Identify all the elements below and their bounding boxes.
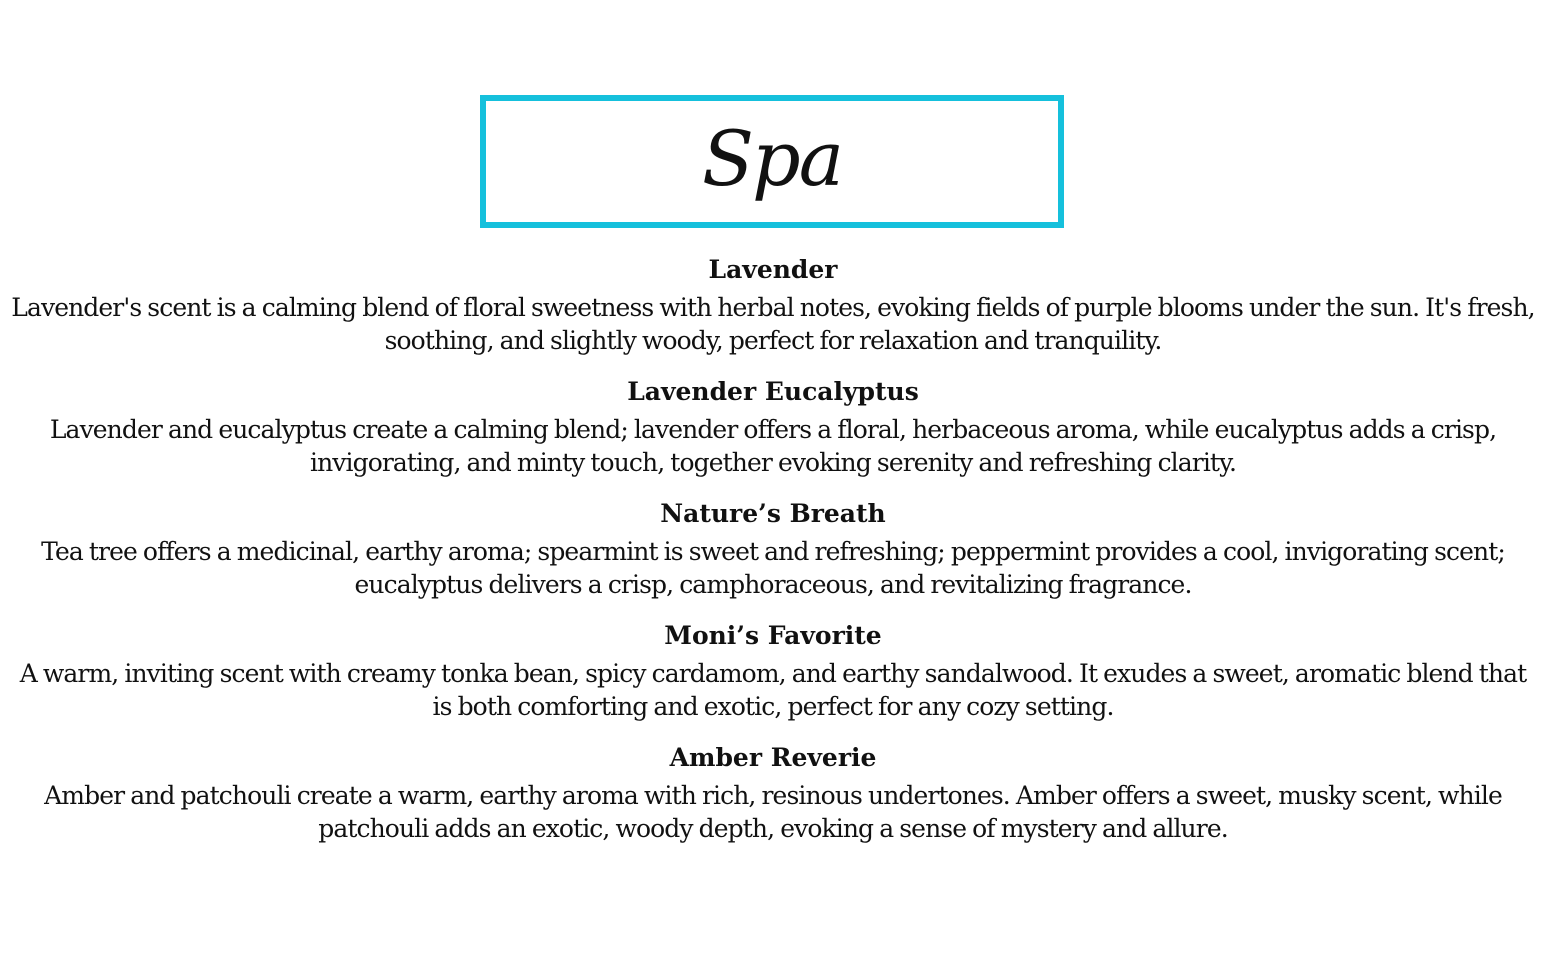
scent-item-amber-reverie (0, 740, 1546, 845)
scent-name: Moni’s Favorite (664, 621, 882, 650)
scent-name: Nature’s Breath (660, 499, 886, 528)
scent-name: Amber Reverie (669, 743, 877, 772)
scent-list (0, 252, 1546, 862)
scent-description: Lavender's scent is a calming blend of floral sweetness with herbal notes, evoking fields of purple blooms under the sun. It's fresh, soothing, and slightly woody, perfect for relaxation and tranquility. (11, 293, 1535, 355)
scent-item-lavender (0, 252, 1546, 357)
scent-description: Lavender and eucalyptus create a calming blend; lavender offers a floral, herbaceous aroma, while eucalyptus adds a crisp, invigorating, and minty touch, together evoking serenity and refreshing clarity. (49, 415, 1497, 477)
scent-item-monis-favorite (0, 618, 1546, 723)
scent-name: Lavender (708, 255, 838, 284)
title-frame (480, 95, 1064, 228)
scent-description: Tea tree offers a medicinal, earthy aroma; spearmint is sweet and refreshing; peppermint provides a cool, invigorating scent; eucalyptus delivers a crisp, camphoraceous, and revitalizing fragrance. (41, 537, 1505, 599)
scent-description: A warm, inviting scent with creamy tonka bean, spicy cardamom, and earthy sandalwood. It exudes a sweet, aromatic blend that is both comforting and exotic, perfect for any cozy setting. (19, 659, 1527, 721)
page-title: Spa (701, 114, 843, 203)
scent-item-lavender-eucalyptus (0, 374, 1546, 479)
scent-item-natures-breath (0, 496, 1546, 601)
scent-name: Lavender Eucalyptus (627, 377, 919, 406)
scent-description: Amber and patchouli create a warm, earthy aroma with rich, resinous undertones. Amber offers a sweet, musky scent, while patchouli adds an exotic, woody depth, evoking a sense of mystery and allure. (44, 781, 1502, 843)
